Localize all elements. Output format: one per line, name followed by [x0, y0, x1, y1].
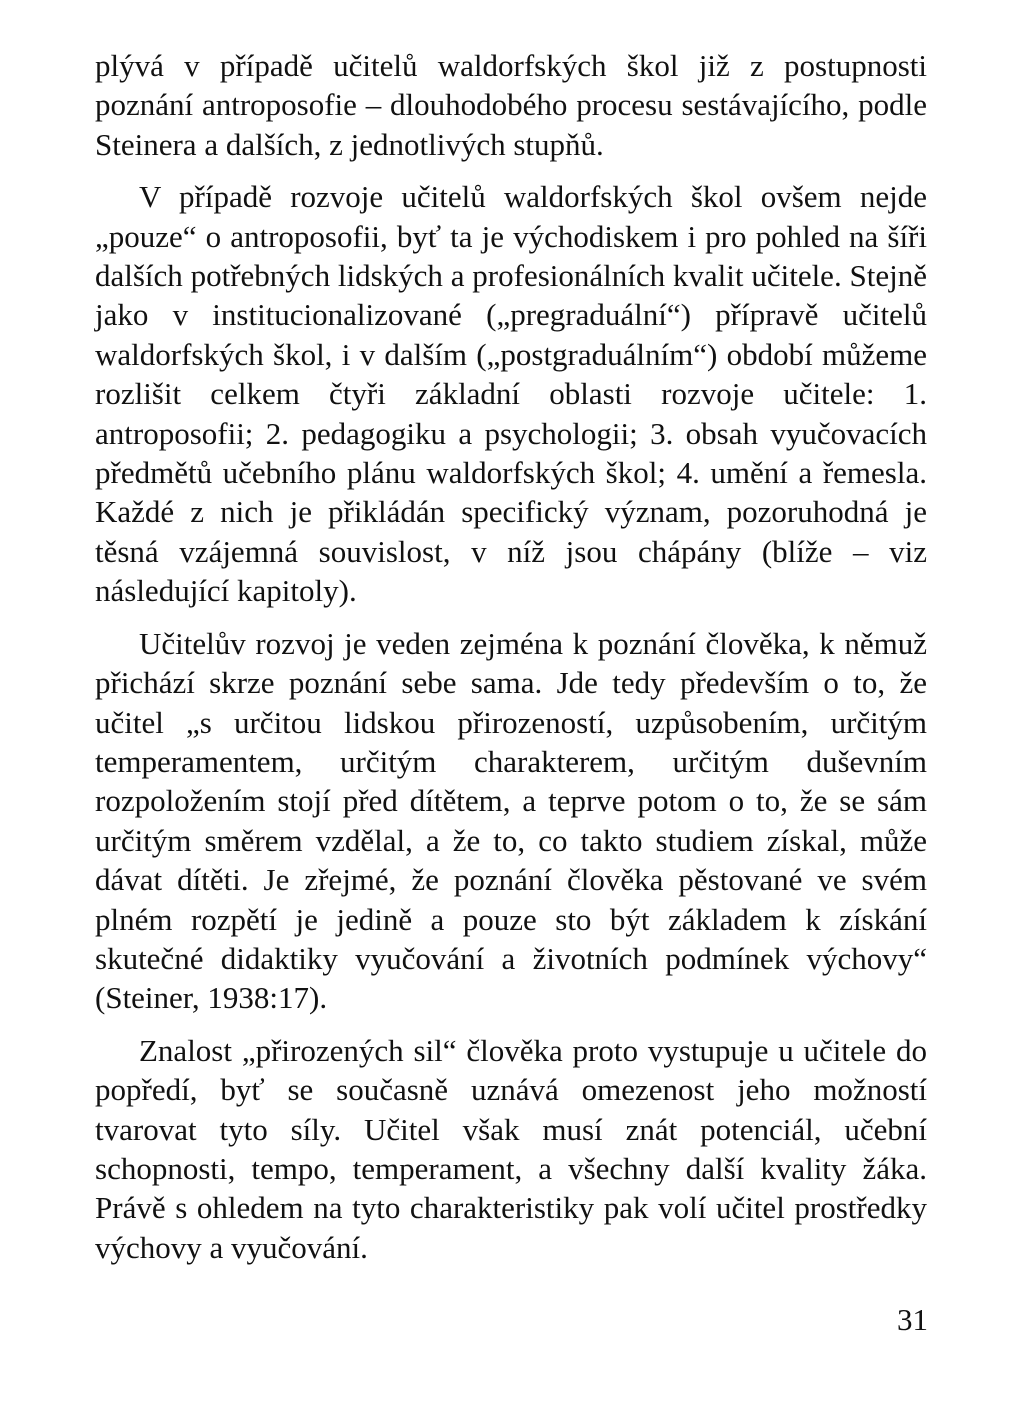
- page-number: 31: [897, 1302, 928, 1337]
- paragraph-1: plývá v případě učitelů waldorfských škol již z postupnosti poznání antroposofie – dlouhodobého procesu sestávajícího, podle Steinera a dalších, z jednotlivých stupňů.: [95, 48, 927, 162]
- paragraph-4: Znalost „přirozených sil“ člověka proto vystupuje u učitele do popředí, byť se současně uznává omezenost jeho možností tvarovat tyto síly. Učitel však musí znát potenciál, učební schopnosti, tempo, temperament, a všechny další kvality žáka. Právě s ohledem na tyto charakteristiky pak volí učitel prostředky výchovy a vyučování.: [95, 1032, 927, 1265]
- body-text: [95, 46, 927, 1280]
- paragraph-2: V případě rozvoje učitelů waldorfských škol ovšem nejde „pouze“ o antroposofii, byť ta je východiskem i pro pohled na šíři dalších potřebných lidských a profesionálních kvalit učitele. Stejně jako v institucionalizované („pregraduální“) přípravě učitelů waldorfských škol, i v dalším („postgraduálním“) období můžeme rozlišit celkem čtyři základní oblasti rozvoje učitele: 1. antroposofii; 2. pedagogiku a psychologii; 3. obsah vyučovacích předmětů učebního plánu waldorfských škol; 4. umění a řemesla. Každé z nich je přikládán specifický význam, pozoruhodná je těsná vzájemná souvislost, v níž jsou chápány (blíže – viz následující kapitoly).: [95, 179, 927, 609]
- paragraph-3: Učitelův rozvoj je veden zejména k poznání člověka, k němuž přichází skrze poznání sebe sama. Jde tedy především o to, že učitel „s určitou lidskou přirozeností, uzpůsobením, určitým temperamentem, určitým charakterem, určitým duševním rozpoložením stojí před dítětem, a teprve potom o to, že se sám určitým směrem vzdělal, a že to, co takto studiem získal, může dávat dítěti. Je zřejmé, že poznání člověka pěstované ve svém plném rozpětí je jedině a pouze sto být základem k získání skutečné didaktiky vyučování a životních podmínek výchovy“ (Steiner, 1938:17).: [95, 625, 927, 1016]
